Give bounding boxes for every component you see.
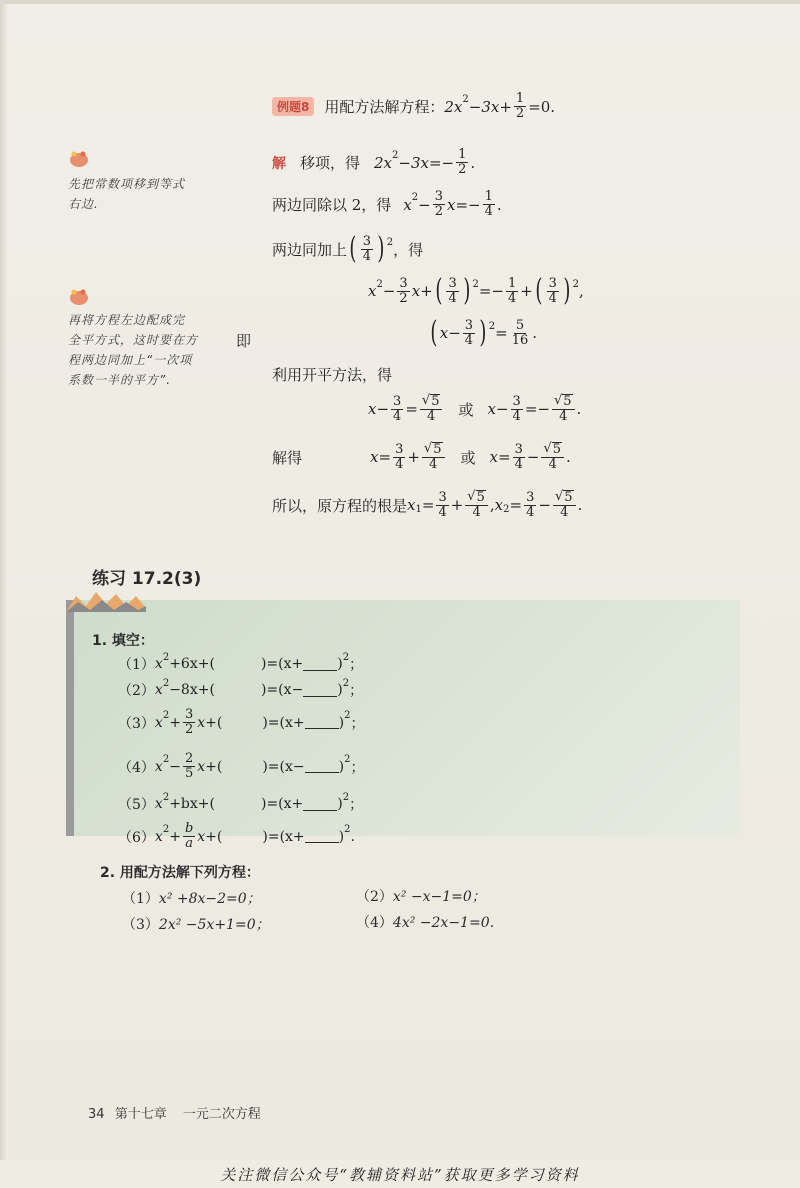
answer-blank[interactable] — [305, 760, 339, 773]
chapter-label: 第十七章 — [114, 1107, 167, 1122]
ji-label: 即 — [236, 332, 252, 350]
watermark-text: 关注微信公众号“教辅资料站”获取更多学习资料 — [220, 1166, 580, 1184]
solution-step-5: 解得 x = $\frac{3}{4}$ + √ 5 4 或 x = $\frac{3}{4}$ − √ 5 4 . — [272, 441, 571, 472]
equation-sqrt: x − $\frac{3}{4}$ = √ 5 4 或 x − $\frac{3}{4}$ =− √ 5 4 . — [368, 393, 582, 424]
page-number: 34 — [88, 1107, 105, 1122]
example-8-heading: 例题8 用配方法解方程： 2x 2 −3x+ $\frac{1}{2}$ =0. — [272, 92, 555, 121]
page-spine — [0, 0, 8, 1160]
answer-blank[interactable] — [305, 716, 339, 729]
fill-item-3: （3） x 2 + $\frac{3}{2}$ x +( )=(x+ ) 2 ； — [118, 707, 365, 737]
solve-item-3: （3）2x² −5x+1=0； — [122, 917, 270, 933]
solution-step-3: 两边同加上 ( $\frac{3}{4}$ ) 2 ，得 — [272, 231, 424, 266]
answer-blank[interactable] — [303, 798, 337, 811]
fill-item-4: （4） x 2 − $\frac{2}{5}$ x +( )=(x− ) 2 ； — [118, 751, 365, 781]
solve-item-4: （4）4x² −2x−1=0. — [356, 915, 495, 931]
answer-blank[interactable] — [305, 830, 339, 843]
fill-item-5: （5） x 2 +bx+( )=(x+ ) 2 ； — [118, 791, 364, 813]
ribbon-decoration-icon — [66, 590, 146, 612]
top-edge — [0, 0, 800, 4]
page-footer — [88, 1103, 261, 1122]
bulb-note-icon — [68, 150, 90, 168]
practice-question-2-label: 2. 用配方法解下列方程： — [100, 865, 260, 881]
solution-step-4: 利用开平方法，得 — [272, 366, 393, 384]
side-note-1: 先把常数项移到等式 右边. — [68, 177, 186, 211]
solution-step-1: 解 移项，得 2x 2 −3x=− $\frac{1}{2}$ . — [272, 147, 476, 177]
practice-bar — [66, 600, 74, 836]
fill-item-6: （6） x 2 + $\frac{b}{a}$ x +( )=(x+ ) 2 . — [118, 821, 355, 851]
example-label: 例题8 — [272, 97, 314, 116]
equation-completed-square: x 2 − $\frac{3}{2}$ x + ( $\frac{3}{4}$ ) 2 =− $\frac{1}{4}$ + ( $\frac{3}{4}$ ) 2 , — [368, 273, 584, 308]
solve-item-2: （2）x² −x−1=0； — [356, 889, 486, 905]
answer-blank[interactable] — [303, 658, 337, 671]
practice-question-1-label: 1. 填空： — [92, 633, 154, 649]
solution-conclusion: 所以，原方程的根是 x 1 = $\frac{3}{4}$ + √ 5 4 , x 2 = $\frac{3}{4}$ − √ 5 4 . — [272, 489, 583, 520]
solution-step-2: 两边同除以 2，得 x 2 − $\frac{3}{2}$ x =− $\frac{1}{4}$ . — [272, 189, 502, 219]
fill-item-1: （1） x 2 +6x+( )=(x+ ) 2 ； — [118, 651, 364, 673]
bulb-note-icon — [68, 288, 90, 306]
solve-item-1: （1）x² +8x−2=0； — [122, 891, 261, 907]
equation-square-form: ( x − $\frac{3}{4}$ ) 2 = $\frac{5}{16}$ . — [430, 315, 538, 350]
chapter-title: 一元二次方程 — [182, 1107, 261, 1122]
fill-item-2: （2） x 2 −8x+( )=(x− ) 2 ； — [118, 677, 364, 699]
side-note-2: 再将方程左边配成完 全平方式，这时要在方 程两边同加上“一次项 系数一半的平方”. — [68, 313, 199, 387]
solution-mark: 解 — [272, 155, 286, 172]
answer-blank[interactable] — [303, 684, 337, 697]
practice-title: 练习 17.2(3) — [92, 569, 202, 589]
